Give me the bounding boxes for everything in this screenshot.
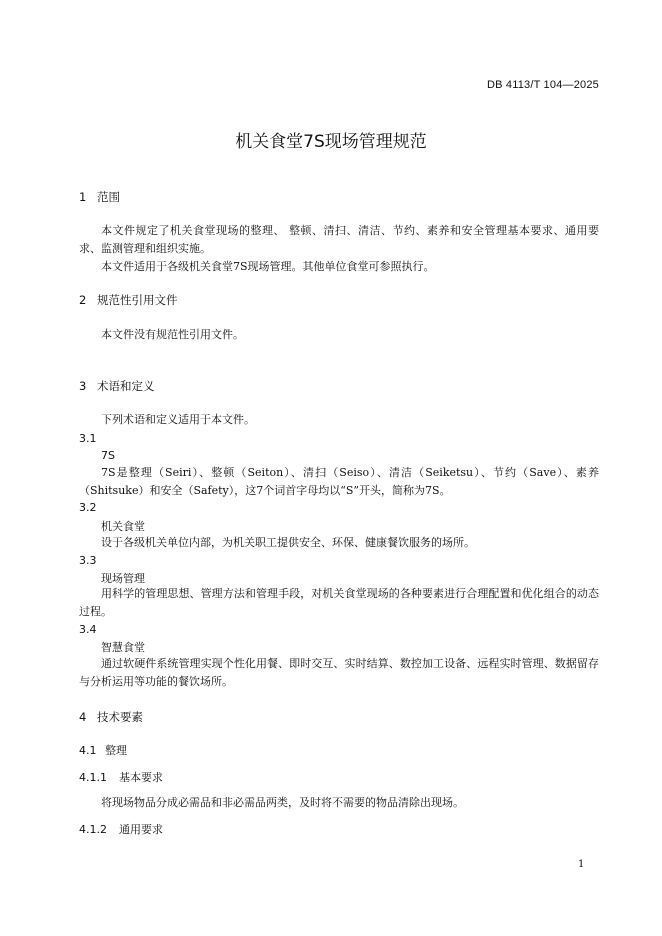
term-name: 7S (101, 449, 115, 462)
section-3-heading (79, 378, 155, 394)
term-definition: 设于各级机关单位内部，为机关职工提供安全、环保、健康餐饮服务的场所。 (101, 536, 475, 549)
paragraph: 下列术语和定义适用于本文件。 (101, 413, 255, 426)
subsection-heading (79, 742, 127, 758)
subsection-title: 基本要求 (119, 771, 163, 784)
subsection-number: 4.1 (79, 744, 97, 757)
term-definition: 通过软硬件系统管理实现个性化用餐、即时交互、实时结算、数控加工设备、远程实时管理、数据留存与分析运用等功能的餐饮场所。 (79, 657, 599, 688)
subsection-number: 4.1.2 (79, 823, 107, 836)
document-title: 机关食堂7S现场管理规范 (235, 132, 427, 152)
subsection-number: 4.1.1 (79, 771, 107, 784)
term-name: 现场管理 (101, 572, 145, 585)
section-title: 技术要素 (97, 710, 143, 724)
section-number: 4 (79, 710, 87, 724)
section-number: 1 (79, 190, 87, 204)
section-title: 术语和定义 (97, 379, 155, 393)
page-number: 1 (578, 859, 585, 870)
section-title: 规范性引用文件 (97, 293, 178, 307)
subsection-title: 通用要求 (119, 823, 163, 836)
term-definition: 用科学的管理思想、管理方法和管理手段，对机关食堂现场的各种要素进行合理配置和优化组合的动态过程。 (79, 587, 599, 618)
paragraph: 本文件适用于各级机关食堂7S现场管理。其他单位食堂可参照执行。 (101, 260, 435, 273)
section-title: 范围 (97, 190, 120, 204)
term-name: 智慧食堂 (101, 641, 145, 654)
section-1-heading (79, 189, 120, 205)
paragraph: 本文件规定了机关食堂现场的整理、 整顿、清扫、清洁、节约、素养和安全管理基本要求、通用要求、监测管理和组织实施。 (79, 224, 599, 255)
term-number: 3.2 (79, 501, 97, 514)
section-number: 3 (79, 379, 87, 393)
term-name: 机关食堂 (101, 520, 145, 533)
paragraph: 将现场物品分成必需品和非必需品两类，及时将不需要的物品清除出现场。 (101, 796, 464, 809)
term-definition: 7S是整理（Seiri）、整顿（Seiton）、清扫（Seiso）、清洁（Seiketsu）、节约（Save）、素养（Shitsuke）和安全（Safety），这7个词首字母均以“S”开头，简称为7S。 (79, 466, 599, 497)
term-number: 3.1 (79, 432, 97, 445)
paragraph: 本文件没有规范性引用文件。 (101, 328, 244, 341)
section-number: 2 (79, 293, 87, 307)
subsection-title: 整理 (105, 744, 127, 757)
document-number: DB 4113/T 104—2025 (486, 79, 599, 91)
term-number: 3.4 (79, 623, 97, 636)
section-4-heading (79, 709, 143, 725)
section-2-heading (79, 292, 178, 308)
subsection-heading (79, 821, 163, 837)
subsection-heading (79, 769, 163, 785)
term-number: 3.3 (79, 554, 97, 567)
